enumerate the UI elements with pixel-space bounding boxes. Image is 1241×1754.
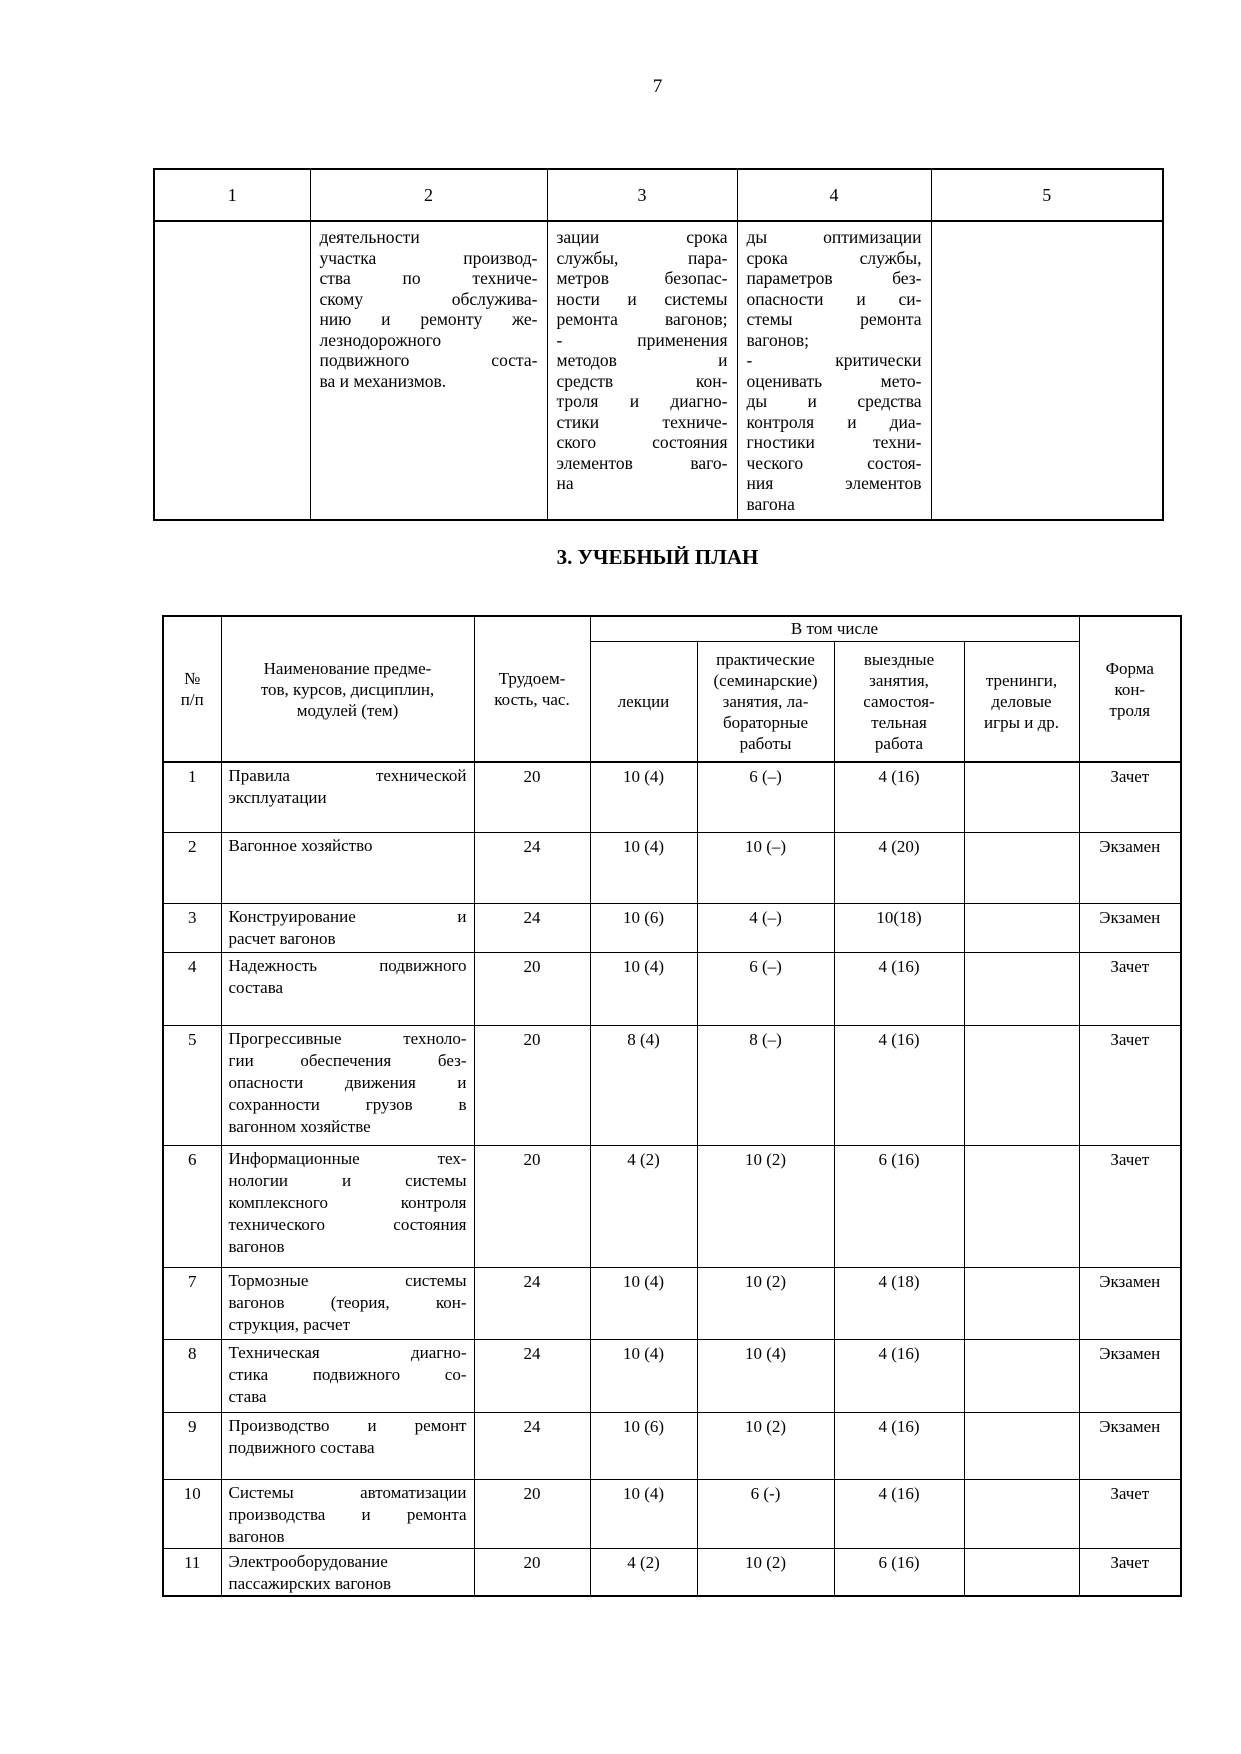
cell-row-number: 3 xyxy=(163,903,221,952)
text-line: Прогрессивные техноло- xyxy=(228,1028,467,1048)
header-line: занятия, xyxy=(869,670,929,690)
text-line: вагонном хозяйстве xyxy=(228,1116,371,1136)
text-line: ния элементов xyxy=(746,473,922,493)
text-line: технического состояния xyxy=(228,1214,467,1234)
cell-row-number: 7 xyxy=(163,1267,221,1339)
cell-workload-hours: 24 xyxy=(474,1339,590,1412)
cell-field-self-work: 4 (16) xyxy=(834,1339,964,1412)
cell-row-number: 6 xyxy=(163,1145,221,1267)
cell-lectures: 10 (6) xyxy=(590,1412,697,1479)
cell-subject-name xyxy=(221,1339,474,1412)
cell-subject-name xyxy=(221,762,474,832)
cell-control-form: Экзамен xyxy=(1079,1412,1181,1479)
cell-workload-hours: 24 xyxy=(474,832,590,903)
cell-field-self-work: 10(18) xyxy=(834,903,964,952)
cell-practical: 10 (2) xyxy=(697,1267,834,1339)
header-line: Трудоем- xyxy=(498,669,566,688)
header-included-group: В том числе xyxy=(590,616,1079,641)
cell-lectures: 10 (4) xyxy=(590,1479,697,1548)
text-line: ческого состоя- xyxy=(746,452,922,473)
header-line: тельная xyxy=(871,712,927,732)
cell-subject-name xyxy=(221,1025,474,1145)
cell-row-number: 9 xyxy=(163,1412,221,1479)
text-line: ды и средства xyxy=(746,391,922,411)
cell-lectures: 4 (2) xyxy=(590,1145,697,1267)
header-line: работы xyxy=(739,733,792,753)
cell-subject-name xyxy=(221,903,474,952)
text-line: срока службы, xyxy=(746,247,922,268)
text-line: Надежность подвижного xyxy=(228,955,467,975)
cell-row-number: 11 xyxy=(163,1548,221,1596)
cell-practical: 8 (–) xyxy=(697,1025,834,1145)
cell-row-number: 10 xyxy=(163,1479,221,1548)
competency-cell-col4 xyxy=(737,221,931,520)
text-line: контроля и диа- xyxy=(746,411,922,432)
cell-field-self-work: 4 (16) xyxy=(834,1412,964,1479)
text-line: подвижного соста- xyxy=(319,350,538,370)
plan-table-row xyxy=(163,762,1181,832)
header-line: кость, час. xyxy=(494,690,570,709)
plan-table-row xyxy=(163,832,1181,903)
cell-trainings xyxy=(964,1267,1079,1339)
cell-control-form: Зачет xyxy=(1079,1025,1181,1145)
cell-row-number: 1 xyxy=(163,762,221,832)
text-line: эксплуатации xyxy=(228,788,327,807)
competency-table xyxy=(153,168,1164,521)
plan-table-row xyxy=(163,1267,1181,1339)
competency-header-row xyxy=(154,169,1163,221)
cell-row-number: 2 xyxy=(163,832,221,903)
cell-practical: 6 (-) xyxy=(697,1479,834,1548)
header-line: Форма xyxy=(1105,658,1154,678)
text-line: лезнодорожного xyxy=(319,329,442,350)
header-line: бораторные xyxy=(722,712,809,732)
text-line: вагонов xyxy=(228,1236,285,1256)
cell-trainings xyxy=(964,1548,1079,1596)
plan-table-body xyxy=(163,762,1181,1596)
cell-trainings xyxy=(964,762,1079,832)
text-line: подвижного состава xyxy=(228,1437,375,1457)
cell-practical: 10 (2) xyxy=(697,1412,834,1479)
text-line: стемы ремонта xyxy=(746,309,922,329)
cell-trainings xyxy=(964,1025,1079,1145)
text-line: комплексного контроля xyxy=(228,1192,467,1212)
cell-field-self-work: 6 (16) xyxy=(834,1145,964,1267)
text-line: Производство и ремонт xyxy=(228,1415,467,1435)
cell-field-self-work: 4 (16) xyxy=(834,1025,964,1145)
cell-subject-name xyxy=(221,1548,474,1596)
cell-workload-hours: 20 xyxy=(474,1479,590,1548)
cell-workload-hours: 20 xyxy=(474,1548,590,1596)
plan-table-row xyxy=(163,1339,1181,1412)
text-line: ства по техниче- xyxy=(319,268,538,288)
header-workload xyxy=(474,616,590,762)
text-line: элементов ваго- xyxy=(556,452,728,473)
cell-practical: 10 (2) xyxy=(697,1548,834,1596)
cell-practical: 6 (–) xyxy=(697,762,834,832)
cell-trainings xyxy=(964,832,1079,903)
cell-trainings xyxy=(964,952,1079,1025)
text-line: нию и ремонту же- xyxy=(319,309,538,329)
cell-lectures: 10 (4) xyxy=(590,832,697,903)
cell-lectures: 8 (4) xyxy=(590,1025,697,1145)
text-line: деятельности xyxy=(319,227,420,247)
plan-table-row xyxy=(163,1548,1181,1596)
cell-field-self-work: 4 (20) xyxy=(834,832,964,903)
text-line: гии обеспечения без- xyxy=(228,1050,467,1070)
header-trainings xyxy=(964,641,1079,762)
cell-practical: 10 (–) xyxy=(697,832,834,903)
cell-trainings xyxy=(964,1479,1079,1548)
text-line: ского состояния xyxy=(556,432,728,452)
competency-column-number: 3 xyxy=(547,169,737,221)
header-lectures xyxy=(590,641,697,762)
header-num xyxy=(163,616,221,762)
header-line: деловые xyxy=(991,691,1052,711)
text-line: Информационные тех- xyxy=(228,1148,467,1168)
text-line: скому обслужива- xyxy=(319,288,538,309)
text-line: нологии и системы xyxy=(228,1170,467,1190)
text-line: става xyxy=(228,1386,267,1406)
text-line: расчет вагонов xyxy=(228,928,336,948)
plan-header-row-1 xyxy=(163,616,1181,641)
cell-workload-hours: 20 xyxy=(474,952,590,1025)
text-line: Электрооборудование xyxy=(228,1551,388,1571)
header-line: кон- xyxy=(1114,679,1146,699)
cell-control-form: Зачет xyxy=(1079,952,1181,1025)
cell-control-form: Зачет xyxy=(1079,762,1181,832)
text-line: ности и системы xyxy=(556,288,728,309)
text-line: Системы автоматизации xyxy=(228,1482,467,1502)
text-line: троля и диагно- xyxy=(556,391,728,411)
text-line: пассажирских вагонов xyxy=(228,1573,392,1593)
cell-workload-hours: 24 xyxy=(474,903,590,952)
plan-table-row xyxy=(163,903,1181,952)
text-line: зации срока xyxy=(556,227,728,247)
header-line: тов, курсов, дисциплин, xyxy=(260,679,435,699)
cell-subject-name xyxy=(221,1267,474,1339)
competency-column-number: 1 xyxy=(154,169,310,221)
competency-cell-col2 xyxy=(310,221,547,520)
text-line: опасности движения и xyxy=(228,1072,467,1092)
cell-practical: 4 (–) xyxy=(697,903,834,952)
text-line: службы, пара- xyxy=(556,247,728,268)
header-line: выездные xyxy=(863,649,935,669)
text-line: состава xyxy=(228,977,284,997)
text-line: на xyxy=(556,473,574,493)
text-line: параметров без- xyxy=(746,268,922,288)
cell-trainings xyxy=(964,1339,1079,1412)
cell-workload-hours: 20 xyxy=(474,762,590,832)
cell-row-number: 8 xyxy=(163,1339,221,1412)
text-line: стика подвижного со- xyxy=(228,1364,467,1384)
cell-row-number: 5 xyxy=(163,1025,221,1145)
cell-subject-name xyxy=(221,832,474,903)
text-line: производства и ремонта xyxy=(228,1504,467,1524)
cell-control-form: Экзамен xyxy=(1079,1267,1181,1339)
plan-table-row xyxy=(163,1025,1181,1145)
text-line: средств кон- xyxy=(556,370,728,391)
text-line: вагонов (теория, кон- xyxy=(228,1292,467,1312)
text-line: сохранности грузов в xyxy=(228,1094,467,1114)
plan-table-row xyxy=(163,1412,1181,1479)
cell-workload-hours: 20 xyxy=(474,1145,590,1267)
cell-row-number: 4 xyxy=(163,952,221,1025)
section-heading: 3. УЧЕБНЫЙ ПЛАН xyxy=(556,545,759,569)
text-line: - критически xyxy=(746,350,922,370)
competency-cell-col1 xyxy=(154,221,310,520)
plan-table-header xyxy=(163,616,1181,762)
cell-trainings xyxy=(964,1412,1079,1479)
header-field-self-work xyxy=(834,641,964,762)
plan-table-row xyxy=(163,1479,1181,1548)
cell-lectures: 10 (4) xyxy=(590,1339,697,1412)
cell-control-form: Зачет xyxy=(1079,1548,1181,1596)
cell-field-self-work: 4 (16) xyxy=(834,952,964,1025)
cell-practical: 6 (–) xyxy=(697,952,834,1025)
text-line: Техническая диагно- xyxy=(228,1342,467,1362)
text-line: вагонов; xyxy=(746,329,810,350)
competency-column-number: 5 xyxy=(931,169,1163,221)
cell-trainings xyxy=(964,1145,1079,1267)
header-line: троля xyxy=(1109,700,1151,720)
competency-cell-col5 xyxy=(931,221,1163,520)
plan-table-row xyxy=(163,952,1181,1025)
text-line: Вагонное хозяйство xyxy=(228,835,373,855)
text-line: методов и xyxy=(556,350,728,370)
header-line: модулей (тем) xyxy=(296,700,399,720)
header-line: Наименование предме- xyxy=(263,658,432,678)
cell-field-self-work: 6 (16) xyxy=(834,1548,964,1596)
cell-lectures: 10 (4) xyxy=(590,762,697,832)
cell-field-self-work: 4 (16) xyxy=(834,1479,964,1548)
cell-lectures: 10 (4) xyxy=(590,952,697,1025)
text-line: вагонов xyxy=(228,1526,285,1546)
cell-workload-hours: 20 xyxy=(474,1025,590,1145)
cell-lectures: 4 (2) xyxy=(590,1548,697,1596)
cell-subject-name xyxy=(221,1145,474,1267)
text-line: вагона xyxy=(746,493,795,514)
plan-table-row xyxy=(163,1145,1181,1267)
header-line: работа xyxy=(874,733,924,753)
header-control-form xyxy=(1079,616,1181,762)
page-number: 7 xyxy=(652,76,663,97)
cell-trainings xyxy=(964,903,1079,952)
cell-control-form: Экзамен xyxy=(1079,1339,1181,1412)
competency-column-number: 4 xyxy=(737,169,931,221)
cell-workload-hours: 24 xyxy=(474,1412,590,1479)
cell-lectures: 10 (4) xyxy=(590,1267,697,1339)
plan-table xyxy=(162,615,1182,1597)
header-line: игры и др. xyxy=(984,712,1059,732)
text-line: гностики техни- xyxy=(746,432,922,452)
cell-control-form: Экзамен xyxy=(1079,903,1181,952)
text-line: ва и механизмов. xyxy=(319,370,447,391)
text-line: ды оптимизации xyxy=(746,227,922,247)
cell-field-self-work: 4 (18) xyxy=(834,1267,964,1339)
cell-lectures: 10 (6) xyxy=(590,903,697,952)
header-line: практические xyxy=(716,649,815,669)
cell-control-form: Зачет xyxy=(1079,1479,1181,1548)
text-line: ремонта вагонов; xyxy=(556,309,728,329)
text-line: метров безопас- xyxy=(556,268,728,288)
text-line: струкция, расчет xyxy=(228,1314,351,1334)
text-line: Правила технической xyxy=(228,766,467,785)
header-practical xyxy=(697,641,834,762)
header-line: (семинарские) xyxy=(713,670,818,690)
cell-control-form: Экзамен xyxy=(1079,832,1181,903)
header-line: занятия, ла- xyxy=(722,691,809,711)
header-line: самостоя- xyxy=(863,691,935,711)
header-subject-name xyxy=(221,616,474,762)
header-line: № xyxy=(184,669,201,688)
cell-practical: 10 (2) xyxy=(697,1145,834,1267)
cell-subject-name xyxy=(221,952,474,1025)
cell-control-form: Зачет xyxy=(1079,1145,1181,1267)
competency-content-row xyxy=(154,221,1163,520)
text-line: Конструирование и xyxy=(228,906,467,926)
competency-column-number: 2 xyxy=(310,169,547,221)
text-line: - применения xyxy=(556,329,728,350)
competency-cell-col3 xyxy=(547,221,737,520)
text-line: участка производ- xyxy=(319,247,538,268)
cell-workload-hours: 24 xyxy=(474,1267,590,1339)
cell-practical: 10 (4) xyxy=(697,1339,834,1412)
cell-subject-name xyxy=(221,1479,474,1548)
cell-field-self-work: 4 (16) xyxy=(834,762,964,832)
text-line: стики техниче- xyxy=(556,411,728,432)
header-line: лекции xyxy=(617,691,670,711)
text-line: Тормозные системы xyxy=(228,1270,467,1290)
text-line: оценивать мето- xyxy=(746,370,922,391)
header-line: тренинги, xyxy=(985,670,1058,690)
text-line: опасности и си- xyxy=(746,288,922,309)
cell-subject-name xyxy=(221,1412,474,1479)
header-line: п/п xyxy=(180,690,204,709)
